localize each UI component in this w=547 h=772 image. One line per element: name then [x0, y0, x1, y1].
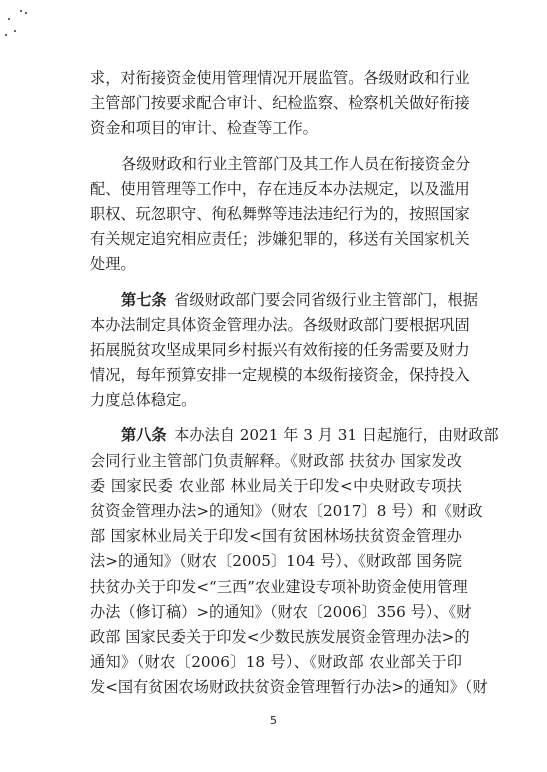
text-line: 职权、玩忽职守、徇私舞弊等违法违纪行为的，按照国家 — [90, 204, 470, 223]
text-line — [90, 288, 478, 313]
text-line: 通知》（财农〔2006〕18 号）、《财政部 农业部关于印 — [90, 653, 462, 672]
text-line: 会同行业主管部门负责解释。《财政部 扶贫办 国家发改 — [90, 451, 462, 470]
paragraph — [90, 66, 470, 142]
text-line: 贫资金管理办法>的通知》（财农〔2017〕8 号）和《财政 — [90, 502, 483, 520]
page-number: 5 — [270, 714, 277, 727]
text-line: 情况，每年预算安排一定规模的本级衔接资金，保持投入 — [90, 366, 470, 385]
article-heading: 第八条 — [121, 426, 167, 445]
text-line: 办法（修订稿）>的通知》（财农〔2006〕356 号）、《财 — [90, 602, 472, 621]
paragraph — [90, 152, 471, 278]
scan-speck — [14, 30, 16, 32]
text-line: 有关规定追究相应责任；涉嫌犯罪的，移送有关国家机关 — [90, 230, 470, 249]
scan-speck — [25, 12, 27, 14]
document-body — [90, 66, 499, 701]
text-line: 处理。 — [90, 255, 136, 274]
text-line: 政部 国家民委关于印发<少数民族发展资金管理办法>的 — [90, 627, 470, 646]
scan-speck — [5, 34, 7, 36]
text-line: 资金和项目的审计、检查等工作。 — [90, 119, 318, 138]
text-line: 配、使用管理等工作中，存在违反本办法规定，以及滥用 — [90, 179, 470, 198]
text-line: 部 国家林业局关于印发<国有贫困林场扶贫资金管理办 — [90, 527, 462, 546]
text-line: 主管部门按要求配合审计、纪检监察、检察机关做好衔接 — [90, 94, 470, 113]
text-line: 本办法制定具体资金管理办法。各级财政部门要根据巩固 — [90, 315, 470, 334]
article-paragraph — [90, 423, 499, 700]
text-line: 求，对衔接资金使用管理情况开展监管。各级财政和行业 — [90, 69, 470, 87]
scan-speck — [8, 18, 10, 20]
text-line: 拓展脱贫攻坚成果同乡村振兴有效衔接的任务需要及财力 — [90, 340, 470, 359]
article-paragraph — [90, 288, 478, 414]
text-span: 省级财政部门要会同省级行业主管部门，根据 — [174, 290, 478, 309]
article-heading: 第七条 — [121, 290, 167, 309]
text-line — [90, 423, 499, 448]
text-line: 扶贫办关于印发<“三西”农业建设专项补助资金使用管理 — [90, 577, 468, 596]
text-line: 发<国有贫困农场财政扶贫资金管理暂行办法>的通知》（财 — [90, 678, 488, 697]
text-line: 委 国家民委 农业部 林业局关于印发<中央财政专项扶 — [90, 476, 462, 495]
text-line: 各级财政和行业主管部门及其工作人员在衔接资金分 — [121, 154, 471, 173]
text-line: 力度总体稳定。 — [90, 391, 197, 410]
scan-speck — [20, 10, 22, 12]
text-line: 法>的通知》（财农〔2005〕104 号）、《财政部 国务院 — [90, 552, 462, 571]
text-span: 本办法自 2021 年 3 月 31 日起施行，由财政部 — [174, 426, 499, 445]
